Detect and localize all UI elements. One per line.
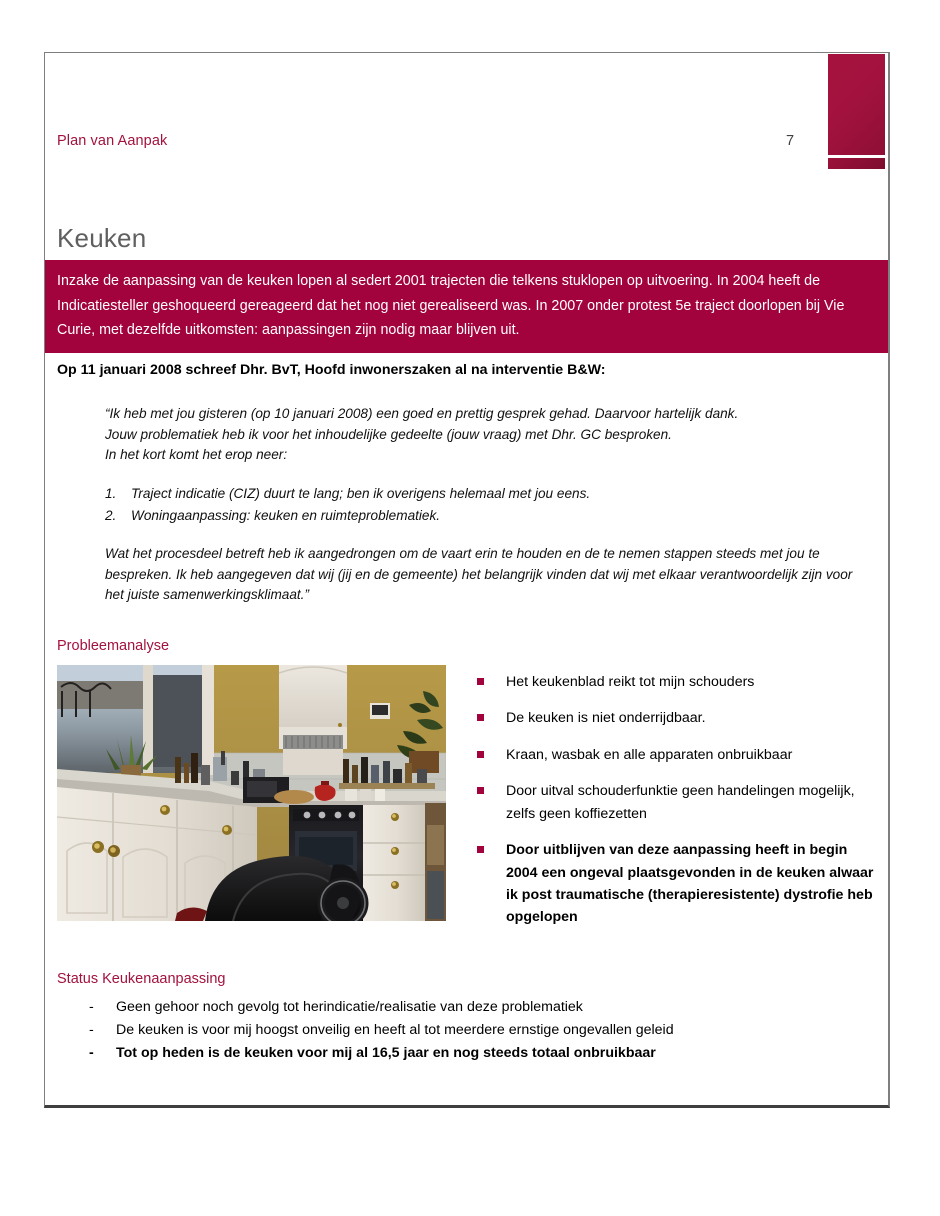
problem-bullet-list [475, 671, 875, 943]
list-item [57, 996, 874, 1019]
list-item-number: 2. [105, 507, 117, 523]
dash-bullet-icon: - [89, 1021, 94, 1038]
status-list [57, 996, 874, 1065]
dash-bullet-icon: - [89, 1044, 94, 1061]
list-item [475, 839, 875, 929]
list-item-label: Kraan, wasbak en alle apparaten onbruikbaar [506, 746, 793, 763]
list-item [475, 707, 875, 729]
quote-line-1: “Ik heb met jou gisteren (op 10 januari 2008) een goed en prettig gesprek gehad. Daarvoor hartelijk dank. [105, 406, 739, 421]
header-decoration-bar [828, 158, 885, 169]
square-bullet-icon [477, 678, 484, 685]
list-item [475, 671, 875, 693]
square-bullet-icon [477, 714, 484, 721]
header-decoration-block [828, 54, 885, 155]
list-item-label: Door uitblijven van deze aanpassing heeft in begin 2004 een ongeval plaatsgevonden in de keuken alwaar ik post traumatische (therapieresistente) dystrofie heb opgelopen [506, 842, 874, 926]
page-content [45, 353, 888, 1065]
list-item [105, 505, 874, 527]
quote-line-3: In het kort komt het erop neer: [105, 447, 288, 463]
list-item-label: Woningaanpassing: keuken en ruimteproblematiek. [131, 507, 441, 523]
quoted-letter [105, 404, 874, 606]
page-header [45, 53, 888, 223]
page-number: 7 [785, 133, 795, 149]
list-item-label: Traject indicatie (CIZ) duurt te lang; ben ik overigens helemaal met jou eens. [131, 485, 591, 501]
list-item-label: Het keukenblad reikt tot mijn schouders [506, 673, 755, 690]
list-item-label: Door uitval schouderfunktie geen handelingen mogelijk, zelfs geen koffiezetten [506, 783, 855, 822]
list-item-label: De keuken is voor mij hoogst onveilig en heeft al tot meerdere ernstige ongevallen geleid [116, 1021, 674, 1038]
quote-numbered-list [105, 483, 874, 527]
list-item [105, 483, 874, 505]
kitchen-photo-graphic [57, 665, 446, 921]
document-title: Plan van Aanpak [57, 133, 168, 149]
dash-bullet-icon: - [89, 998, 94, 1015]
quote-line-2: Jouw problematiek heb ik voor het inhoudelijke gedeelte (jouw vraag) met Dhr. GC besproken. [105, 426, 672, 442]
document-page [44, 52, 890, 1108]
spacer [105, 466, 874, 483]
list-item [475, 780, 875, 825]
status-heading: Status Keukenaanpassing [57, 970, 226, 987]
quote-closing-paragraph: Wat het procesdeel betreft heb ik aangedrongen om de vaart erin te houden en de te nemen stappen steeds met jou te bespreken. Ik heb aangegeven dat wij (jij en de gemeente) het belangrijk vinden dat wij met elkaar verantwoordelijk zijn voor het juiste samenwerkingsklimaat.” [105, 546, 853, 603]
list-item-label: De keuken is niet onderrijdbaar. [506, 710, 706, 727]
square-bullet-icon [477, 846, 484, 853]
spacer [105, 527, 874, 544]
list-item [475, 744, 875, 766]
square-bullet-icon [477, 787, 484, 794]
list-item [57, 1019, 874, 1042]
callout-banner: Inzake de aanpassing van de keuken lopen al sedert 2001 trajecten die telkens stuklopen op uitvoering. In 2004 heeft de Indicatiesteller geshoqueerd gereageerd dat het nog niet gerealiseerd was. In 2007 onder protest 5e traject doorlopen bij Vie Curie, met dezelfde uitkomsten: aanpassingen zijn nodig maar blijven uit. [45, 260, 888, 353]
list-item [57, 1042, 874, 1065]
list-item-number: 1. [105, 485, 117, 501]
lead-paragraph: Op 11 januari 2008 schreef Dhr. BvT, Hoofd inwonerszaken al na interventie B&W: [57, 362, 606, 378]
square-bullet-icon [477, 751, 484, 758]
list-item-label: Tot op heden is de keuken voor mij al 16,5 jaar en nog steeds totaal onbruikbaar [116, 1044, 656, 1061]
section-title: Keuken [57, 223, 147, 253]
problem-analysis-section [57, 665, 874, 926]
probleemanalyse-heading: Probleemanalyse [57, 637, 170, 654]
list-item-label: Geen gehoor noch gevolg tot herindicatie/realisatie van deze problematiek [116, 998, 583, 1015]
kitchen-photo [57, 665, 446, 921]
